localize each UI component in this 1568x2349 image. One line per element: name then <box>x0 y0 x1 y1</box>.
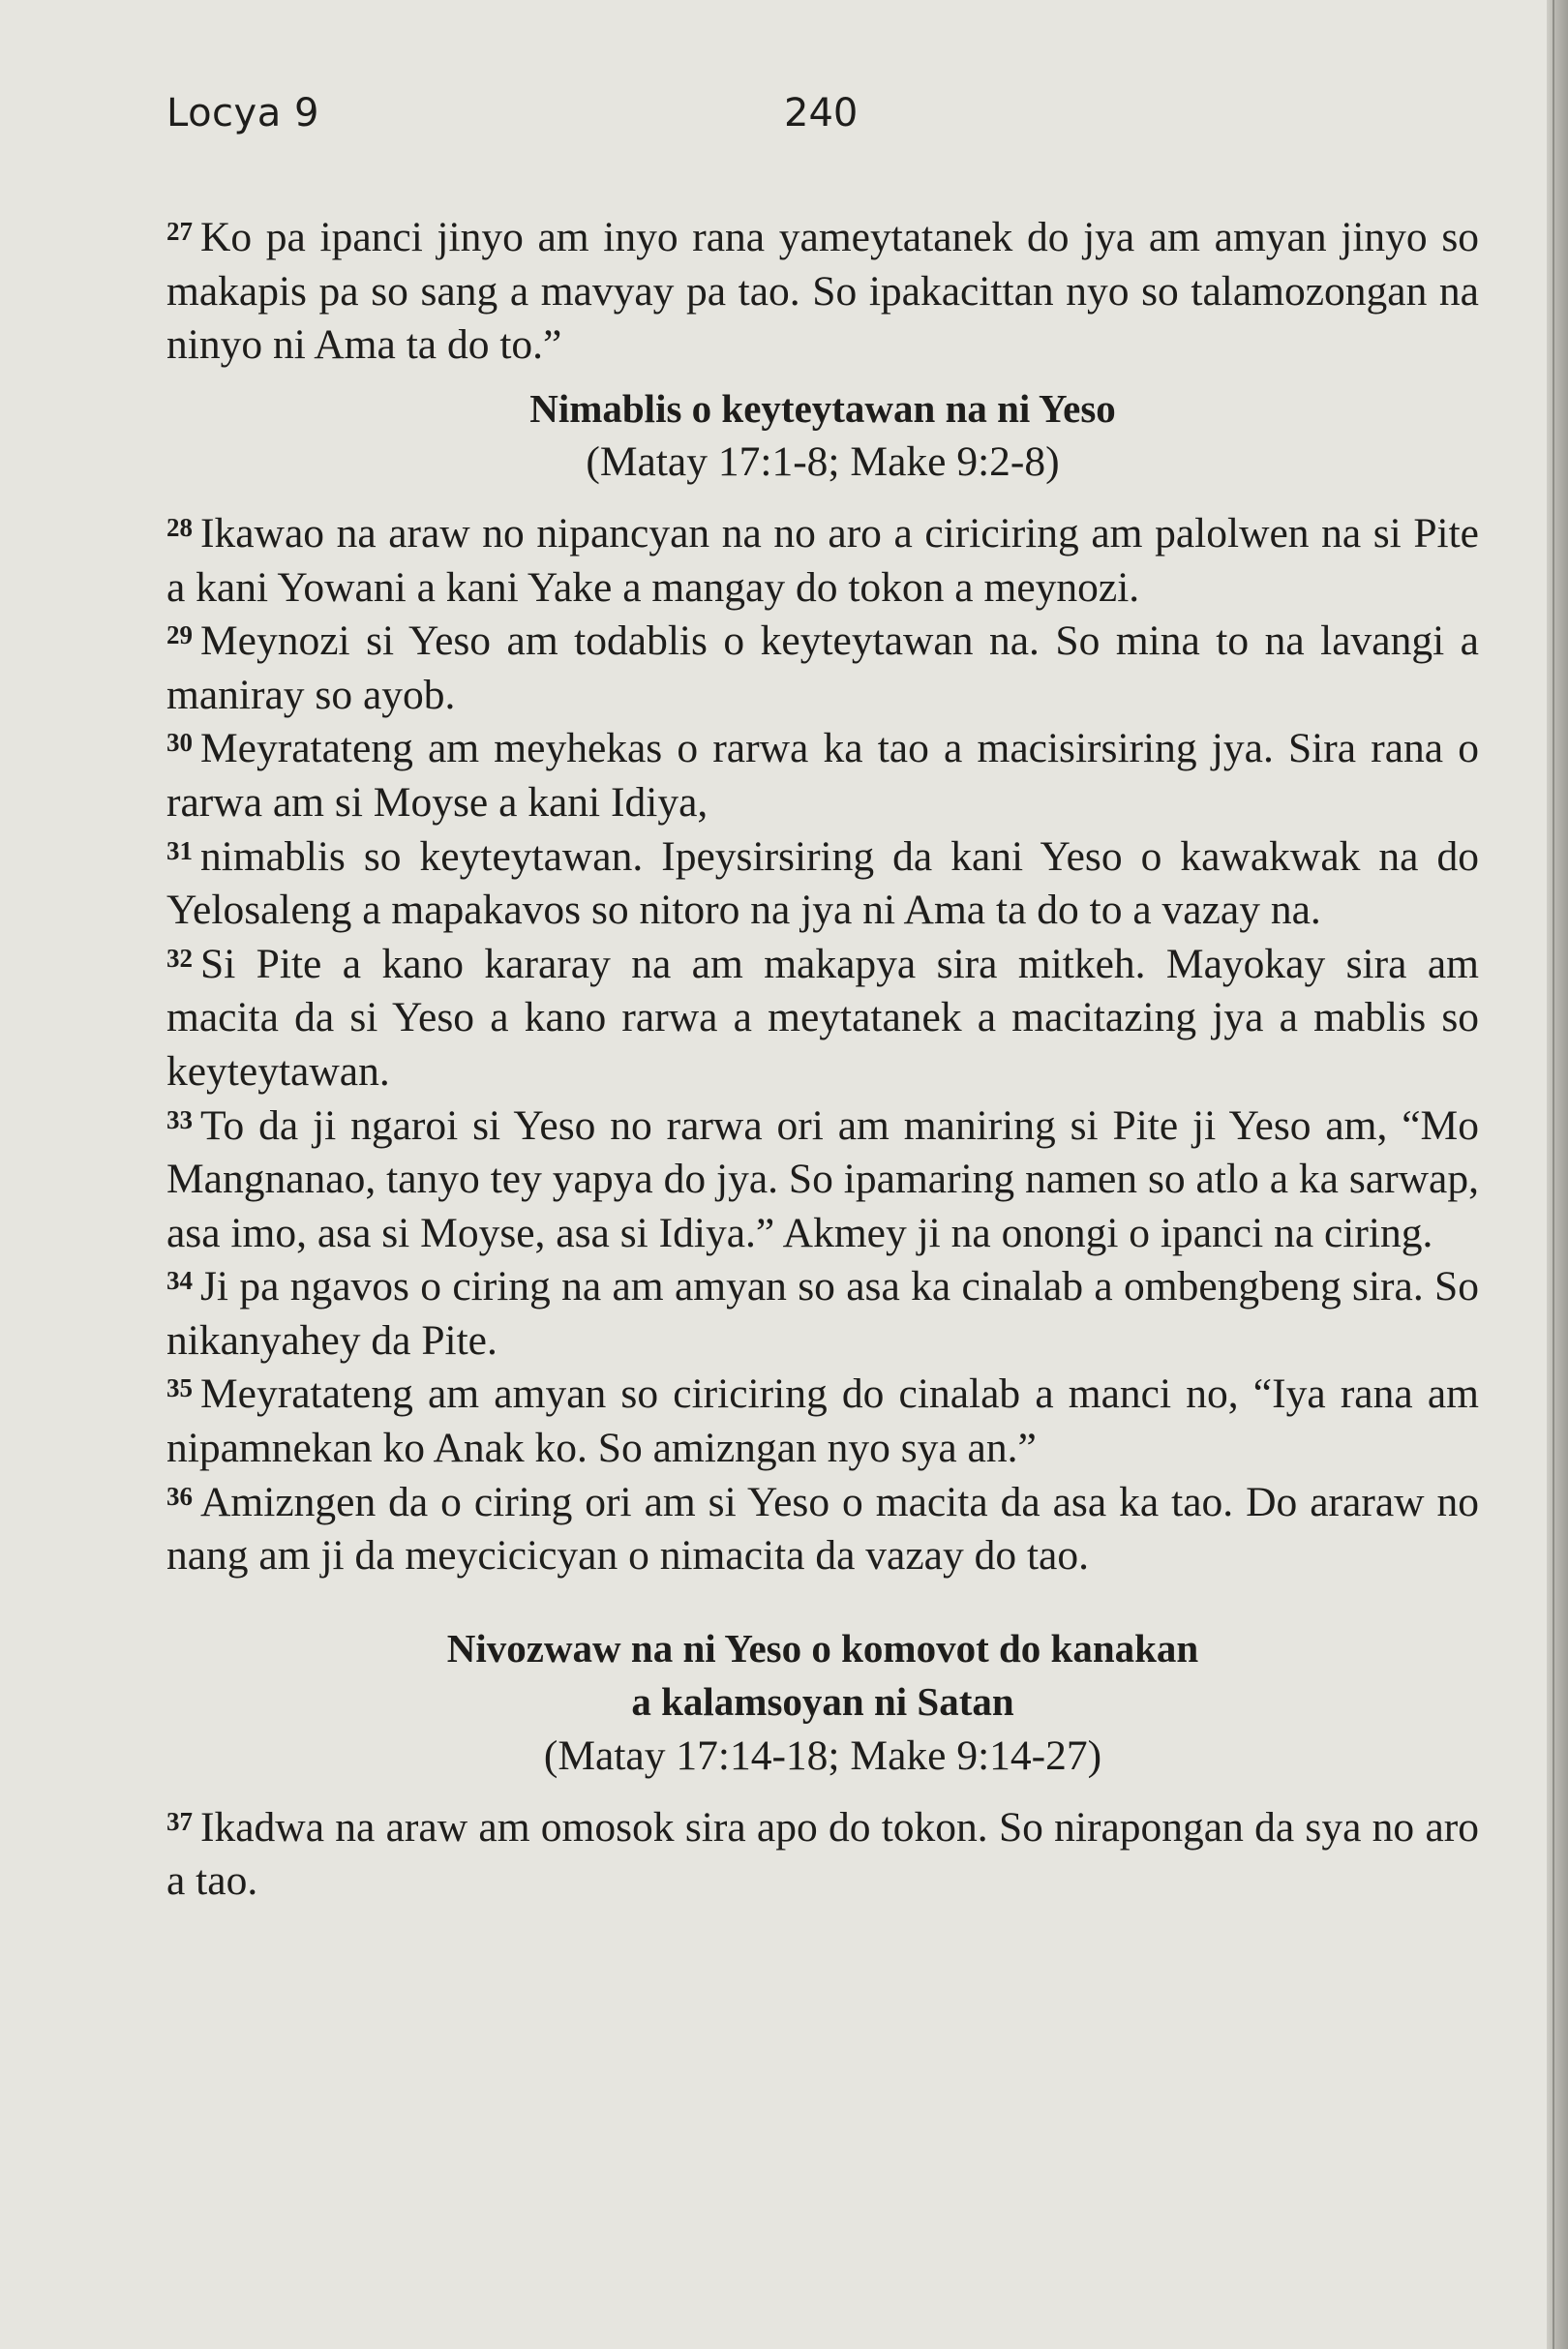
verse-number: 37 <box>166 1806 193 1836</box>
verse-text: Ikawao na araw no nipancyan na no aro a ciriciring am palolwen na si Pite a kani Yowani a kani Yake a mangay do tokon a meynozi. <box>166 509 1479 611</box>
verse-31 <box>166 830 1479 938</box>
verse-number: 28 <box>166 512 193 542</box>
cross-reference: (Matay 17:14-18; Make 9:14-27) <box>543 1732 1102 1780</box>
verse-number: 27 <box>166 217 193 246</box>
page-body <box>166 211 1479 1909</box>
verse-37 <box>166 1801 1479 1909</box>
section-heading: Nimablis o keyteytawan na ni Yeso <box>529 385 1116 431</box>
verse-text: Meyratateng am meyhekas o rarwa ka tao a macisirsiring jya. Sira rana o rarwa am si Moyse a kani Idiya, <box>166 725 1479 826</box>
verse-text: Amizngen da o ciring ori am si Yeso o macita da asa ka tao. Do araraw no nang am ji da meycicicyan o nimacita da vazay do tao. <box>166 1478 1479 1580</box>
verse-text: nimablis so keyteytawan. Ipeysirsiring da kani Yeso o kawakwak na do Yelosaleng a mapakavos so nitoro na jya ni Ama ta do to a vazay na. <box>166 832 1479 934</box>
verse-number: 31 <box>166 835 193 865</box>
verse-text: Meyratateng am amyan so ciriciring do cinalab a manci no, “Iya rana am nipamnekan ko Anak ko. So amizngan nyo sya an.” <box>166 1370 1479 1472</box>
verse-28 <box>166 507 1479 615</box>
verse-text: To da ji ngaroi si Yeso no rarwa ori am maniring si Pite ji Yeso am, “Mo Mangnanao, tanyo tey yapya do jya. So ipamaring namen so atlo a ka sarwap, asa imo, asa si Moyse, asa si Idiya.” Akmey ji na onongi o ipanci na ciring. <box>166 1101 1479 1256</box>
verse-text: Si Pite a kano kararay na am makapya sira mitkeh. Mayokay sira am macita da si Yeso a kano rarwa a meytatanek a macitazing jya a mablis so keyteytawan. <box>166 940 1479 1095</box>
verse-number: 36 <box>166 1481 193 1511</box>
verse-29 <box>166 615 1479 722</box>
verse-30 <box>166 722 1479 829</box>
verse-35 <box>166 1368 1479 1475</box>
page-header <box>166 91 1460 149</box>
verse-number: 32 <box>166 943 193 973</box>
verse-27 <box>166 211 1479 373</box>
verse-text: Ko pa ipanci jinyo am inyo rana yameytatanek do jya am amyan jinyo so makapis pa so sang a mavyay pa tao. So ipakacittan nyo so talamozongan na ninyo ni Ama ta do to.” <box>166 214 1479 369</box>
verse-number: 35 <box>166 1373 193 1403</box>
verse-34 <box>166 1260 1479 1368</box>
section-heading-line-1: Nivozwaw na ni Yeso o komovot do kanakan <box>446 1625 1199 1671</box>
verse-number: 29 <box>166 620 193 650</box>
section-heading-line-2: a kalamsoyan ni Satan <box>631 1679 1014 1725</box>
verse-33 <box>166 1099 1479 1261</box>
verse-number: 33 <box>166 1104 193 1134</box>
verse-text: Ikadwa na araw am omosok sira apo do tokon. So nirapongan da sya no aro a tao. <box>166 1803 1479 1905</box>
verse-text: Ji pa ngavos o ciring na am amyan so asa ka cinalab a ombengbeng sira. So nikanyahey da Pite. <box>166 1263 1479 1364</box>
verse-number: 30 <box>166 728 193 758</box>
running-head: Locya 9 <box>166 91 319 136</box>
cross-reference: (Matay 17:1-8; Make 9:2-8) <box>586 438 1060 486</box>
verse-32 <box>166 938 1479 1099</box>
page-edge-shadow <box>1547 0 1568 2349</box>
verse-text: Meynozi si Yeso am todablis o keyteytawan na. So mina to na lavangi a maniray so ayob. <box>166 617 1479 718</box>
verse-number: 34 <box>166 1266 193 1296</box>
page-number: 240 <box>784 91 859 136</box>
page-edge-line <box>1553 0 1554 2349</box>
verse-36 <box>166 1476 1479 1583</box>
